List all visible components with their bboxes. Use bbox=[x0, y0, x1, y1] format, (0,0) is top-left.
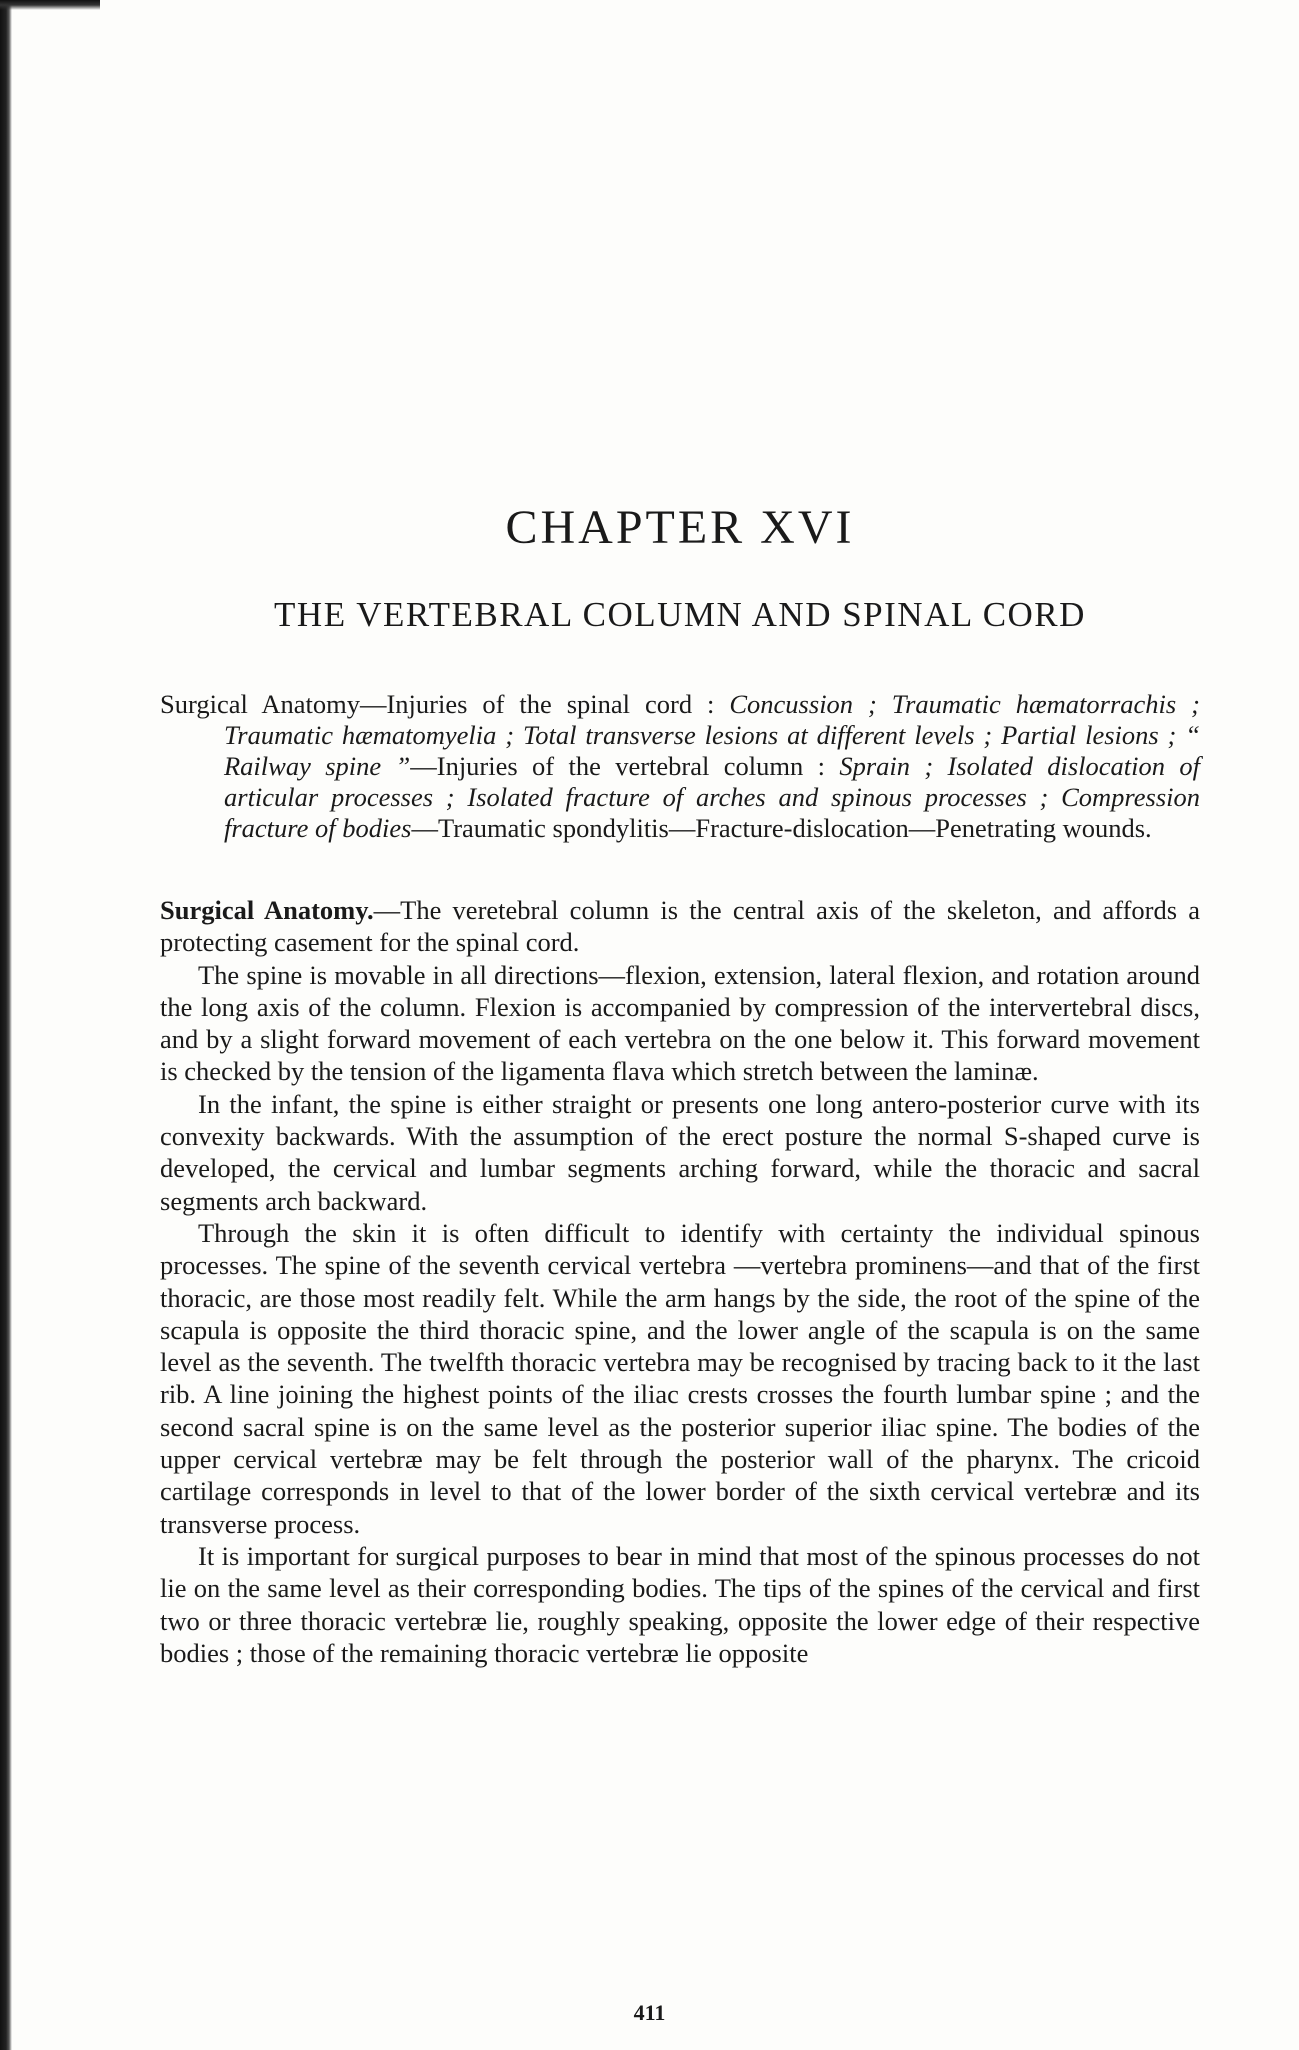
synopsis-italic-part: Concussion ; Traumatic hæmatorrachis ; Traumatic hæmatomyelia ; Total transverse lesions at different levels ; Partial lesions ; “ Railway spine ” bbox=[224, 689, 1200, 781]
paragraph-surgical-purposes: It is important for surgical purposes to bear in mind that most of the spinous processes do not lie on the same level as their corresponding bodies. The tips of the spines of the cervical and first two or three thoracic vertebræ lie, roughly speaking, opposite the lower edge of their respective bodies ; those of the remaining thoracic vertebræ lie opposite bbox=[160, 1540, 1200, 1668]
synopsis-part: Surgical Anatomy—Injuries of the spinal cord : bbox=[160, 689, 730, 719]
paragraph-infant-spine: In the infant, the spine is either straight or presents one long antero-posterior curve with its convexity backwards. With the assumption of the erect posture the normal S-shaped curve is developed, the cervical and lumbar segments arching forward, while the thoracic and sacral segments arch backward. bbox=[160, 1088, 1200, 1216]
scan-edge-top bbox=[0, 0, 100, 10]
body-text bbox=[160, 894, 1200, 1669]
paragraph-spinous-processes: Through the skin it is often difficult to identify with certainty the individual spinous processes. The spine of the seventh cervical vertebra —vertebra prominens—and that of the first thoracic, are those most readily felt. While the arm hangs by the side, the root of the spine of the scapula is opposite the third thoracic spine, and the lower angle of the scapula is on the same level as the seventh. The twelfth thoracic vertebra may be recognised by tracing back to it the last rib. A line joining the highest points of the iliac crests crosses the fourth lumbar spine ; and the second sacral spine is on the same level as the posterior superior iliac spine. The bodies of the upper cervical vertebræ may be felt through the posterior wall of the pharynx. The cricoid cartilage corresponds in level to that of the lower border of the sixth cervical vertebræ and its transverse process. bbox=[160, 1217, 1200, 1539]
chapter-synopsis bbox=[160, 689, 1200, 844]
paragraph-surgical-anatomy bbox=[160, 894, 1200, 959]
scan-edge-left bbox=[0, 0, 12, 2050]
synopsis-part: —Injuries of the vertebral column : bbox=[410, 751, 840, 781]
page-content bbox=[160, 500, 1200, 1669]
section-heading: Surgical Anatomy. bbox=[160, 895, 374, 925]
synopsis-italic-part: Sprain ; Isolated dislocation of articular processes ; Isolated fracture of arches and spinous processes ; Compression fracture of bodies bbox=[224, 751, 1201, 843]
chapter-title: THE VERTEBRAL COLUMN AND SPINAL CORD bbox=[274, 595, 1086, 634]
chapter-number: CHAPTER XVI bbox=[505, 501, 855, 554]
page-number: 411 bbox=[633, 2000, 666, 2025]
paragraph-spine-movement: The spine is movable in all directions—flexion, extension, lateral flexion, and rotation around the long axis of the column. Flexion is accompanied by compression of the intervertebral discs, and by a slight forward movement of each vertebra on the one below it. This forward movement is checked by the tension of the ligamenta flava which stretch between the laminæ. bbox=[160, 959, 1200, 1087]
paragraph-text: —The veretebral column is the central axis of the skeleton, and affords a protecting casement for the spinal cord. bbox=[160, 895, 1200, 958]
synopsis-part: —Traumatic spondylitis—Fracture-dislocation—Penetrating wounds. bbox=[411, 813, 1152, 843]
